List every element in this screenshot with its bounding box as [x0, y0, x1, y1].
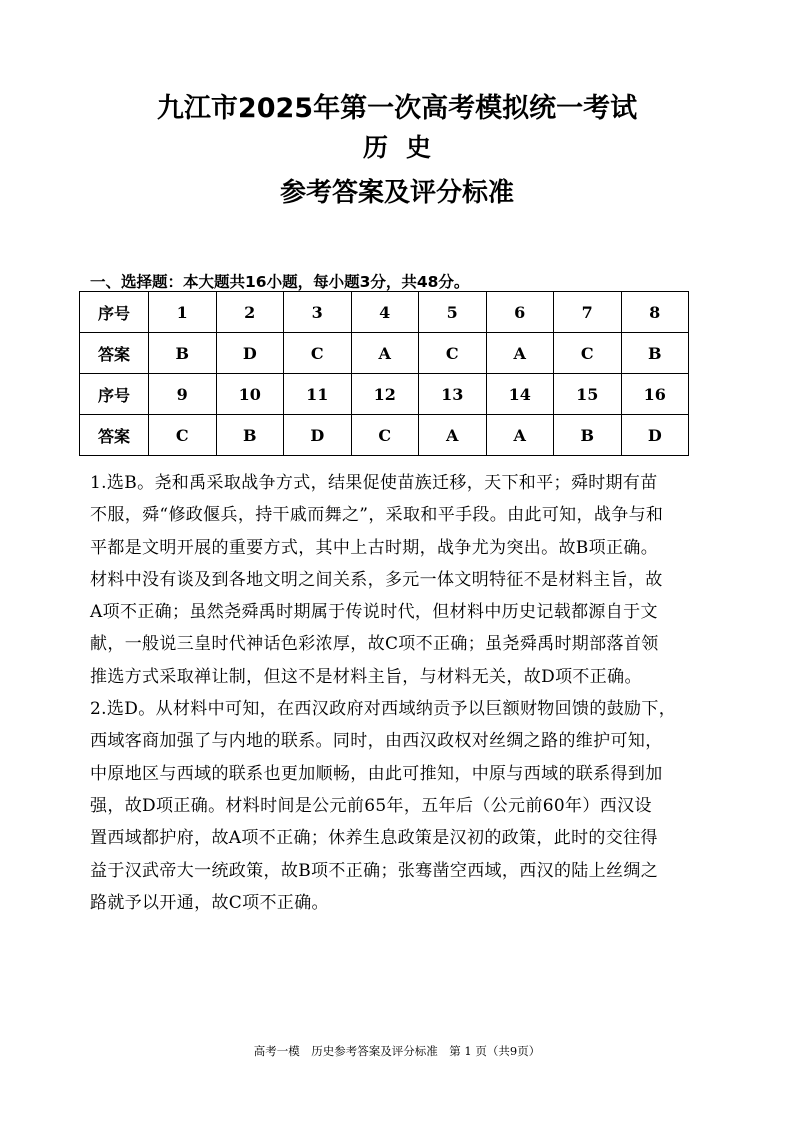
explanation-line: 推选方式采取禅让制，但这不是材料主旨，与材料无关，故D项不正确。 — [90, 666, 642, 687]
table-cell: 3 — [284, 292, 352, 333]
row-label: 答案 — [80, 333, 149, 374]
table-cell: 13 — [419, 374, 487, 415]
table-cell: 2 — [216, 292, 284, 333]
table-cell: 14 — [486, 374, 554, 415]
table-cell: D — [621, 415, 689, 456]
explanation-line: 献，一般说三皇时代神话色彩浓厚，故C项不正确；虽尧舜禹时期部落首领 — [90, 634, 659, 655]
table-cell: 10 — [216, 374, 284, 415]
table-row — [80, 374, 689, 415]
table-cell: 7 — [554, 292, 622, 333]
table-row — [80, 415, 689, 456]
table-cell: A — [486, 415, 554, 456]
row-label: 序号 — [80, 292, 149, 333]
table-row — [80, 292, 689, 333]
table-cell: 5 — [419, 292, 487, 333]
page-footer: 高考一模 历史参考答案及评分标准 第 1 页（共9页） — [253, 1044, 541, 1058]
table-cell: B — [554, 415, 622, 456]
explanation-line: 强，故D项正确。材料时间是公元前65年，五年后（公元前60年）西汉设 — [90, 795, 652, 816]
table-cell: B — [216, 415, 284, 456]
table-cell: C — [284, 333, 352, 374]
table-cell: B — [621, 333, 689, 374]
explanation-line: 西域客商加强了与内地的联系。同时，由西汉政权对丝绸之路的维护可知， — [90, 731, 663, 752]
subject-title: 历史 — [362, 133, 449, 162]
table-cell: 1 — [149, 292, 217, 333]
table-cell: A — [486, 333, 554, 374]
explanation-line: A项不正确；虽然尧舜禹时期属于传说时代，但材料中历史记载都源自于文 — [90, 602, 658, 623]
table-cell: C — [351, 415, 419, 456]
explanation-line: 路就予以开通，故C项不正确。 — [90, 892, 329, 913]
explanation-line: 益于汉武帝大一统政策，故B项不正确；张骞凿空西域，西汉的陆上丝绸之 — [90, 860, 659, 881]
table-cell: 16 — [621, 374, 689, 415]
table-cell: C — [149, 415, 217, 456]
section-heading: 一、选择题：本大题共16小题，每小题3分，共48分。 — [90, 273, 470, 291]
table-cell: D — [284, 415, 352, 456]
table-cell: A — [351, 333, 419, 374]
explanation-line: 不服，舜“修政偃兵，持干戚而舞之”，采取和平手段。由此可知，战争与和 — [90, 505, 664, 526]
table-row — [80, 333, 689, 374]
row-label: 答案 — [80, 415, 149, 456]
explanation-line: 材料中没有谈及到各地文明之间关系，多元一体文明特征不是材料主旨，故 — [90, 569, 663, 590]
exam-title: 九江市2025年第一次高考模拟统一考试 — [156, 93, 638, 124]
table-cell: C — [554, 333, 622, 374]
table-cell: 15 — [554, 374, 622, 415]
table-cell: 4 — [351, 292, 419, 333]
explanation-line: 中原地区与西域的联系也更加顺畅，由此可推知，中原与西域的联系得到加 — [90, 763, 663, 784]
explanation-text — [90, 467, 710, 919]
document-subtitle: 参考答案及评分标准 — [279, 178, 514, 208]
table-cell: A — [419, 415, 487, 456]
table-cell: B — [149, 333, 217, 374]
row-label: 序号 — [80, 374, 149, 415]
explanation-line: 1.选B。尧和禹采取战争方式，结果促使苗族迁移，天下和平；舜时期有苗 — [90, 473, 658, 493]
table-cell: 11 — [284, 374, 352, 415]
explanation-line: 置西域都护府，故A项不正确；休养生息政策是汉初的政策，此时的交往得 — [90, 828, 658, 849]
table-cell: 8 — [621, 292, 689, 333]
table-cell: 9 — [149, 374, 217, 415]
table-cell: C — [419, 333, 487, 374]
table-cell: 12 — [351, 374, 419, 415]
table-cell: D — [216, 333, 284, 374]
explanation-line: 2.选D。从材料中可知，在西汉政府对西域纳贡予以巨额财物回馈的鼓励下， — [90, 699, 677, 720]
table-cell: 6 — [486, 292, 554, 333]
answer-table — [79, 291, 689, 456]
explanation-line: 平都是文明开展的重要方式，其中上古时期，战争尤为突出。故B项正确。 — [90, 537, 659, 558]
